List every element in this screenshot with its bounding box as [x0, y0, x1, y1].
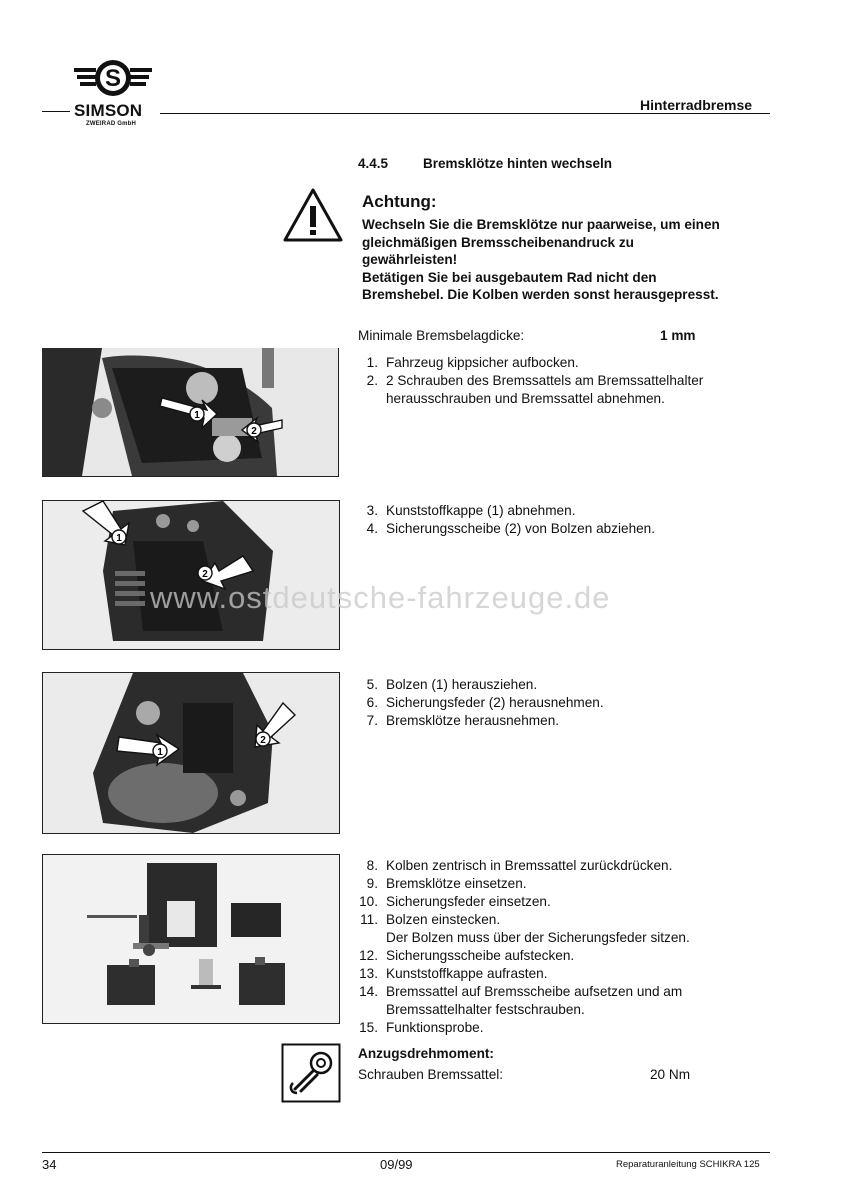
warning-line: Betätigen Sie bei ausgebautem Rad nicht den — [362, 269, 657, 285]
step-number: 11. — [360, 912, 378, 927]
step-text: Sicherungsscheibe aufstecken. — [386, 948, 575, 963]
photo-caliper-cap — [42, 500, 340, 650]
warning-text — [362, 216, 720, 304]
step-text: Der Bolzen muss über der Sicherungsfeder sitzen. — [386, 930, 690, 945]
step-number: 12. — [359, 948, 378, 963]
photo-brake-caliper-mounted — [42, 348, 339, 477]
step-text: Sicherungsfeder einsetzen. — [386, 894, 551, 909]
header-section-title: Hinterradbremse — [640, 97, 753, 113]
photo3-label-2: 2 — [260, 735, 266, 746]
step-text: Bremsklötze einsetzen. — [386, 876, 527, 891]
step-number: 6. — [366, 695, 378, 710]
spec-label: Minimale Bremsbelagdicke: — [358, 328, 525, 343]
step-number: 3. — [366, 503, 378, 518]
section-title: Bremsklötze hinten wechseln — [423, 156, 613, 171]
torque-label: Schrauben Bremssattel: — [358, 1067, 504, 1082]
svg-text:S: S — [104, 65, 122, 92]
header-rule-left — [42, 111, 70, 112]
photo3-label-1: 1 — [157, 747, 163, 758]
section-number: 4.4.5 — [358, 156, 389, 171]
step-text: Bolzen (1) herausziehen. — [386, 677, 538, 692]
step-text: herausschrauben und Bremssattel abnehmen. — [386, 391, 665, 406]
step-number: 8. — [366, 858, 378, 873]
brand-name: SIMSON — [74, 101, 143, 120]
warning-triangle-icon — [282, 187, 344, 248]
step-text: Kunststoffkappe aufrasten. — [386, 966, 548, 981]
warning-line: gleichmäßigen Bremsscheibenandruck zu — [362, 234, 634, 250]
step-text: Sicherungsscheibe (2) von Bolzen abziehen. — [386, 521, 656, 536]
footer-page-number: 34 — [42, 1157, 57, 1172]
photo-brake-parts — [42, 854, 340, 1024]
step-text: Kolben zentrisch in Bremssattel zurückdrücken. — [386, 858, 673, 873]
step-number: 7. — [366, 713, 378, 728]
step-text: Bolzen einstecken. — [386, 912, 501, 927]
brand-subtitle: ZWEIRAD GmbH — [86, 121, 137, 127]
footer-document-title: Reparaturanleitung SCHIKRA 125 — [616, 1159, 760, 1170]
footer-rule — [42, 1152, 770, 1153]
watermark: www.ostdeutsche-fahrzeuge.de — [150, 580, 611, 615]
step-number: 10. — [359, 894, 378, 909]
step-text: Fahrzeug kippsicher aufbocken. — [386, 355, 579, 370]
header-rule-right — [160, 113, 770, 114]
warning-line: Wechseln Sie die Bremsklötze nur paarweise, um einen — [362, 217, 720, 232]
step-number: 13. — [359, 966, 378, 981]
photo2-label-1: 1 — [116, 533, 122, 544]
photo-caliper-bolt — [42, 672, 340, 834]
photo2-label-2: 2 — [202, 569, 208, 580]
step-text: Bremssattel auf Bremsscheibe aufsetzen und am — [386, 984, 683, 999]
photo1-label-1: 1 — [194, 410, 200, 421]
step-text: Funktionsprobe. — [386, 1020, 484, 1035]
step-number: 14. — [359, 984, 378, 999]
torque-value: 20 Nm — [650, 1067, 691, 1082]
step-number: 1. — [366, 355, 378, 370]
step-number: 4. — [366, 521, 378, 536]
footer-date: 09/99 — [380, 1157, 413, 1172]
step-text: Kunststoffkappe (1) abnehmen. — [386, 503, 576, 518]
photo1-label-2: 2 — [251, 426, 257, 437]
step-number: 15. — [359, 1020, 378, 1035]
step-text: Bremsklötze herausnehmen. — [386, 713, 560, 728]
step-text: 2 Schrauben des Bremssattels am Bremssattelhalter — [386, 373, 704, 388]
step-text: Bremssattelhalter festschrauben. — [386, 1002, 585, 1017]
step-number: 2. — [366, 373, 378, 388]
step-number: 5. — [366, 677, 378, 692]
step-text: Sicherungsfeder (2) herausnehmen. — [386, 695, 604, 710]
simson-logo — [70, 54, 156, 104]
spec-value: 1 mm — [660, 328, 696, 343]
warning-line: Bremshebel. Die Kolben werden sonst herausgepresst. — [362, 287, 719, 303]
warning-line: gewährleisten! — [362, 252, 458, 268]
wrench-icon — [281, 1043, 341, 1108]
simson-logo-icon — [70, 54, 156, 104]
step-number: 9. — [366, 876, 378, 891]
torque-heading: Anzugsdrehmoment: — [358, 1046, 494, 1061]
warning-heading: Achtung: — [362, 192, 437, 211]
